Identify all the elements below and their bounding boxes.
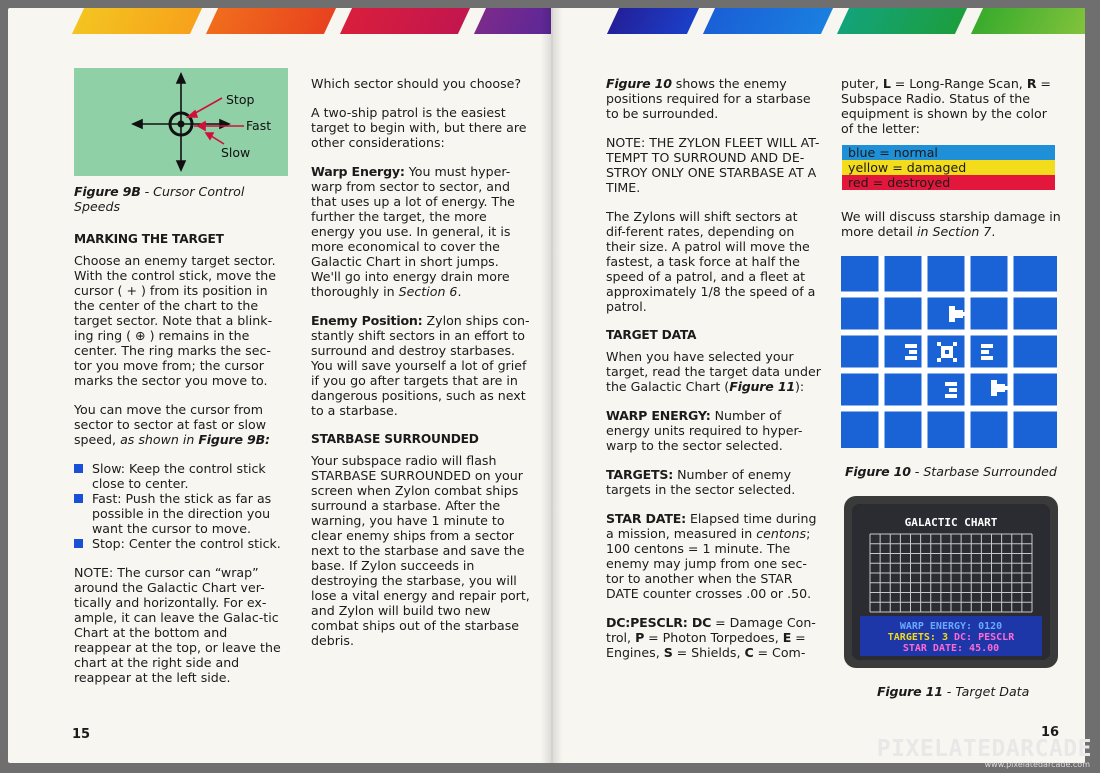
starbase-surrounded-paragraph: Your subspace radio will flash STARBASE SURROUNDED on your screen when Zylon combat ships surround a starbase. After the warning, you have 1 minute to clear enemy ships from a sector next to the starbase and save the base. If Zylon succeeds in destroying the starbase, you will lose a vital energy and repair port, and Zylon will build two new combat ships out of the starbase debris.	[311, 453, 530, 648]
starbase-surrounded-grid	[841, 256, 1057, 448]
page-number-right: 16	[1041, 725, 1060, 740]
zylon-shift-paragraph: The Zylons will shift sectors at dif-ferent rates, depending on their size. A patrol will move the fastest, a task force at half the speed of a patrol, and a fleet at approximately 1/8 the speed of a patrol.	[606, 209, 816, 314]
watermark-url: www.pixelatedarcade.com	[984, 760, 1090, 769]
fast-label: Fast	[246, 118, 272, 133]
watermark-brand: PIXELATEDARCADE	[876, 736, 1092, 762]
warp-energy-definition: WARP ENERGY: Number of energy units required to hyper-warp to the sector selected.	[606, 408, 803, 453]
rainbow-stripes-left	[78, 8, 551, 34]
slow-label: Slow	[221, 145, 251, 160]
enemy-position-paragraph: Enemy Position: Zylon ships con-stantly shift sectors in an effort to surround and destroy starbases. You will save yourself a lot of grief if you go after targets that are in dangerous positions, such as next to a starbase.	[311, 313, 530, 418]
speed-bullet-list	[74, 461, 288, 551]
computer-radio-paragraph: puter, L = Long-Range Scan, R = Subspace Radio. Status of the equipment is shown by the color of the letter:	[841, 76, 1051, 136]
figure-11-galactic-chart	[844, 496, 1058, 668]
marking-paragraph-1: Choose an enemy target sector. With the control stick, move the cursor ( + ) from its position in the center of the chart to the target sector. Note that a blink-ing ring ( ⊕ ) remains in the center. The ring marks the sec-tor you move from; the cursor marks the sector you move to.	[74, 253, 276, 388]
left-page	[8, 8, 551, 763]
left-column-2	[311, 76, 531, 662]
figure-10-intro: Figure 10 shows the enemy positions required for a starbase to be surrounded.	[606, 76, 811, 121]
figure-10-caption: Figure 10 - Starbase Surrounded	[845, 464, 1057, 479]
figure-11-caption: Figure 11 - Target Data	[877, 684, 1030, 699]
warp-energy-readout: WARP ENERGY: 0120	[899, 621, 1003, 632]
damage-note: We will discuss starship damage in more detail in Section 7.	[841, 209, 1061, 239]
wrap-note: NOTE: The cursor can “wrap” around the Galactic Chart ver-tically and horizontally. For ex-ample, it can leave the Galac-tic Chart at the bottom and reappear at the top, or leave the chart at the right side and reappear at the left side.	[74, 565, 281, 685]
marking-heading: MARKING THE TARGET	[74, 232, 224, 246]
target-data-heading: TARGET DATA	[606, 328, 697, 342]
right-column-1	[606, 76, 821, 674]
targets-readout: TARGETS: 3 DC: PESCLR	[887, 632, 1015, 643]
legend-damaged: yellow = damaged	[842, 160, 1055, 175]
galactic-chart-title: GALACTIC CHART	[904, 516, 998, 529]
warp-energy-paragraph: Warp Energy: You must hyper-warp from sector to sector, and that uses up a lot of energy. The further the target, the more energy you use. In general, it is more economical to cover the Galactic Chart in short jumps. We'll go into energy drain more thoroughly in Section 6.	[311, 164, 515, 299]
rainbow-stripes-right	[613, 8, 1085, 34]
legend-destroyed: red = destroyed	[842, 175, 1055, 190]
status-color-legend	[842, 145, 1055, 190]
legend-normal: blue = normal	[842, 145, 1055, 160]
stop-label: Stop	[226, 92, 255, 107]
which-sector-question: Which sector should you choose?	[311, 76, 522, 91]
two-ship-paragraph: A two-ship patrol is the easiest target to begin with, but there are other considerations:	[311, 105, 527, 150]
bullet-fast: Fast: Push the stick as far as possible in the direction you want the cursor to move.	[74, 491, 288, 536]
bullet-slow: Slow: Keep the control stick close to center.	[74, 461, 288, 491]
bullet-stop: Stop: Center the control stick.	[74, 536, 288, 551]
figure-10-starbase-grid	[841, 256, 1057, 448]
starbase-surrounded-heading: STARBASE SURROUNDED	[311, 432, 479, 446]
target-data-paragraph: When you have selected your target, read the target data under the Galactic Chart (Figure 11):	[606, 349, 821, 394]
book-spine	[541, 8, 563, 763]
right-column-2	[841, 76, 1061, 136]
figure-9b-caption: Figure 9B - Cursor Control Speeds	[74, 184, 245, 214]
star-date-readout: STAR DATE: 45.00	[902, 643, 1000, 654]
star-date-definition: STAR DATE: Elapsed time during a mission, measured in centons; 100 centons = 1 minute. The enemy may jump from one sec-tor to another when the STAR DATE counter crosses .00 or .50.	[606, 511, 817, 601]
dc-pesclr-definition: DC:PESCLR: DC = Damage Con-trol, P = Photon Torpedoes, E = Engines, S = Shields, C = Com-	[606, 615, 816, 660]
left-column-1	[74, 184, 288, 699]
figure-9b-diagram	[74, 68, 288, 176]
page-number-left: 15	[72, 727, 91, 742]
one-starbase-note: NOTE: THE ZYLON FLEET WILL AT-TEMPT TO SURROUND AND DE-STROY ONLY ONE STARBASE AT A TIME.	[606, 135, 820, 195]
right-page	[551, 8, 1085, 763]
targets-definition: TARGETS: Number of enemy targets in the sector selected.	[606, 467, 796, 497]
cursor-speed-diagram	[74, 68, 288, 176]
marking-paragraph-2: You can move the cursor from sector to sector at fast or slow speed, as shown in Figure 9B:	[74, 402, 270, 447]
galactic-chart-screen	[852, 504, 1050, 660]
